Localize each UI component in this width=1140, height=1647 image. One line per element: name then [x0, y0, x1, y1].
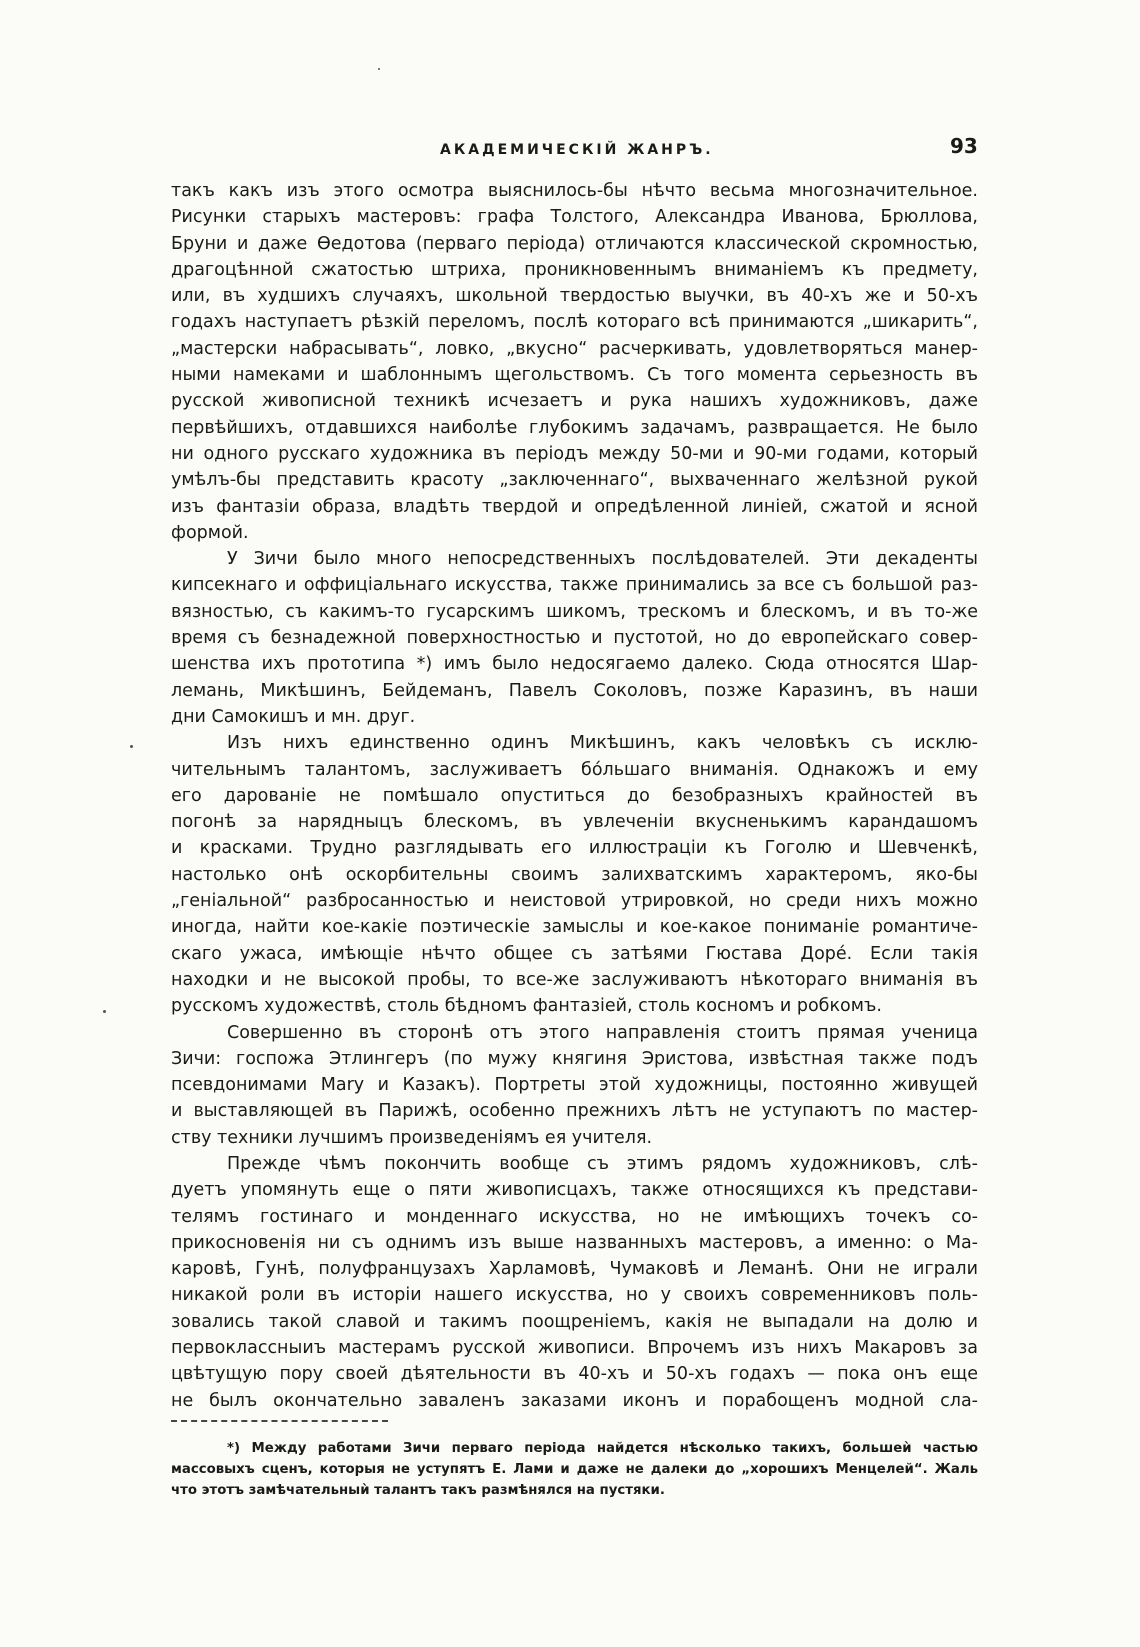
- text-line: и красками. Трудно разглядывать его иллюстраціи къ Гоголю и Шевченкѣ,: [171, 838, 978, 859]
- text-line: такъ какъ изъ этого осмотра выяснилось-бы нѣчто весьма многозначительное.: [171, 181, 978, 201]
- text-line: время съ безнадежной поверхностностью и пустотой, но до европейскаго совер-: [171, 628, 978, 649]
- text-line: драгоцѣнной сжатостью штриха, проникновеннымъ вниманіемъ къ предмету,: [171, 259, 978, 280]
- text-line: иногда, найти кое-какіе поэтическіе замыслы и кое-какое пониманіе романтиче-: [171, 917, 978, 938]
- text-line: дни Самокишъ и мн. друг.: [171, 706, 416, 727]
- text-line: каровѣ, Гунѣ, полуфранцузахъ Харламовѣ, Чумаковѣ и Леманѣ. Они не играли: [171, 1259, 978, 1280]
- text-line: ству техники лучшимъ произведеніямъ ея учителя.: [171, 1127, 653, 1148]
- text-line: чительнымъ талантомъ, заслуживаетъ бóльшаго вниманія. Однакожъ и ему: [171, 759, 978, 780]
- text-line: дуетъ упомянуть еще о пяти живописцахъ, также относящихся къ представи-: [171, 1180, 978, 1201]
- body-text: [171, 178, 978, 1414]
- print-speck: [378, 68, 380, 70]
- page-number: 93: [950, 134, 978, 158]
- text-line: ни одного русскаго художника въ періодъ между 50-ми и 90-ми годами, который: [171, 443, 978, 464]
- text-line: скаго ужаса, имѣющіе нѣчто общее съ затѣями Гюстава Доре́. Если такія: [171, 943, 978, 964]
- footnote-separator: [171, 1420, 388, 1422]
- text-line: погонѣ за нарядныцъ блескомъ, въ увлеченіи вкусненькимъ карандашомъ: [171, 812, 978, 833]
- text-line: русской живописной техникѣ исчезаетъ и рука нашихъ художниковъ, даже: [171, 391, 978, 412]
- text-line: шенства ихъ прототипа *) имъ было недосягаемо далеко. Сюда относятся Шар-: [171, 654, 978, 675]
- text-line: прикосновенія ни съ однимъ изъ выше названныхъ мастеровъ, а именно: о Ма-: [171, 1232, 978, 1253]
- running-title: АКАДЕМИЧЕСКІЙ ЖАНРЪ.: [440, 142, 714, 158]
- text-line: вязностью, съ какимъ-то гусарскимъ шикомъ, трескомъ и блескомъ, и въ то-же: [171, 601, 978, 622]
- text-line: „мастерски набрасывать“, ловко, „вкусно“ расчеркивать, удовлетворяться манер-: [171, 338, 978, 359]
- text-line: не былъ окончательно заваленъ заказами иконъ и порабощенъ модной сла-: [171, 1390, 978, 1411]
- text-line: находки и не высокой пробы, то все-же заслуживаютъ нѣкотораго вниманія въ: [171, 969, 978, 990]
- text-line: настолько онѣ оскорбительны своимъ залихватскимъ характеромъ, яко-бы: [171, 864, 978, 885]
- text-line: „геніальной“ разбросанностью и неистовой утрировкой, но среди нихъ можно: [171, 891, 978, 912]
- text-line: или, въ худшихъ случаяхъ, школьной твердостью выучки, въ 40-хъ же и 50-хъ: [171, 286, 978, 307]
- text-line: умѣлъ-бы представить красоту „заключеннаго“, выхваченнаго желѣзной рукой: [171, 470, 978, 491]
- print-speck: [130, 745, 133, 748]
- footnote-line: что этотъ замѣчательныѝ талантъ такъ размѣнялся на пустяки.: [171, 1483, 665, 1498]
- text-line: никакой роли въ исторіи нашего искусства, но у своихъ современниковъ поль-: [171, 1285, 978, 1306]
- print-speck: [103, 1010, 106, 1013]
- text-line: годахъ наступаетъ рѣзкій переломъ, послѣ котораго всѣ принимаются „шикарить“,: [171, 312, 978, 333]
- text-line: ными намеками и шаблоннымъ щегольствомъ. Съ того момента серьезность въ: [171, 365, 978, 386]
- text-line: лемань, Микѣшинъ, Бейдеманъ, Павелъ Соколовъ, позже Каразинъ, въ наши: [171, 680, 978, 701]
- text-line: первоклассныиъ мастерамъ русской живописи. Впрочемъ изъ нихъ Макаровъ за: [171, 1338, 978, 1359]
- text-line: кипсекнаго и оффиціальнаго искусства, также принимались за все съ большой раз-: [171, 575, 978, 596]
- text-line: Прежде чѣмъ покончить вообще съ этимъ рядомъ художниковъ, слѣ-: [227, 1153, 978, 1174]
- text-line: У Зичи было много непосредственныхъ послѣдователей. Эти декаденты: [227, 549, 978, 570]
- text-line: изъ фантазіи образа, владѣть твердой и опредѣленной линіей, сжатой и ясной: [171, 496, 978, 517]
- footnote-line: *) Между работами Зичи перваго періода найдется нѣсколько такихъ, большеѝ частью: [227, 1441, 978, 1456]
- footnote: [171, 1438, 978, 1501]
- text-line: Изъ нихъ единственно одинъ Микѣшинъ, какъ человѣкъ съ исклю-: [227, 733, 978, 754]
- text-line: Рисунки старыхъ мастеровъ: графа Толстого, Александра Иванова, Брюллова,: [171, 207, 978, 228]
- text-line: цвѣтущую пору своей дѣятельности въ 40-хъ и 50-хъ годахъ — пока онъ еще: [171, 1364, 978, 1385]
- text-line: первѣйшихъ, отдавшихся наиболѣе глубокимъ задачамъ, развращается. Не было: [171, 417, 978, 438]
- text-line: псевдонимами Mary и Казакъ). Портреты этой художницы, постоянно живущей: [171, 1075, 978, 1096]
- text-line: зовались такой славой и такимъ поощреніемъ, какія не выпадали на долю и: [171, 1311, 978, 1332]
- text-line: формой.: [171, 522, 249, 543]
- text-line: его дарованіе не помѣшало опуститься до безобразныхъ крайностей въ: [171, 785, 978, 806]
- text-line: Зичи: госпожа Этлингеръ (по мужу княгиня Эристова, извѣстная также подъ: [171, 1048, 978, 1069]
- text-line: телямъ гостинаго и монденнаго искусства, но не имѣющихъ точекъ со-: [171, 1206, 978, 1227]
- text-line: Бруни и даже Ѳедотова (перваго періода) отличаются классической скромностью,: [171, 233, 978, 254]
- text-line: и выставляющей въ Парижѣ, особенно прежнихъ лѣтъ не уступаютъ по мастер-: [171, 1101, 978, 1122]
- text-line: русскомъ художествѣ, столь бѣдномъ фантазіей, столь косномъ и робкомъ.: [171, 996, 882, 1017]
- text-line: Совершенно въ сторонѣ отъ этого направленія стоитъ прямая ученица: [227, 1022, 978, 1043]
- footnote-line: массовыхъ сценъ, которыя не уступятъ Е. Лами и даже не далеки до „хорошихъ Менцелей“. Жаль: [171, 1462, 978, 1477]
